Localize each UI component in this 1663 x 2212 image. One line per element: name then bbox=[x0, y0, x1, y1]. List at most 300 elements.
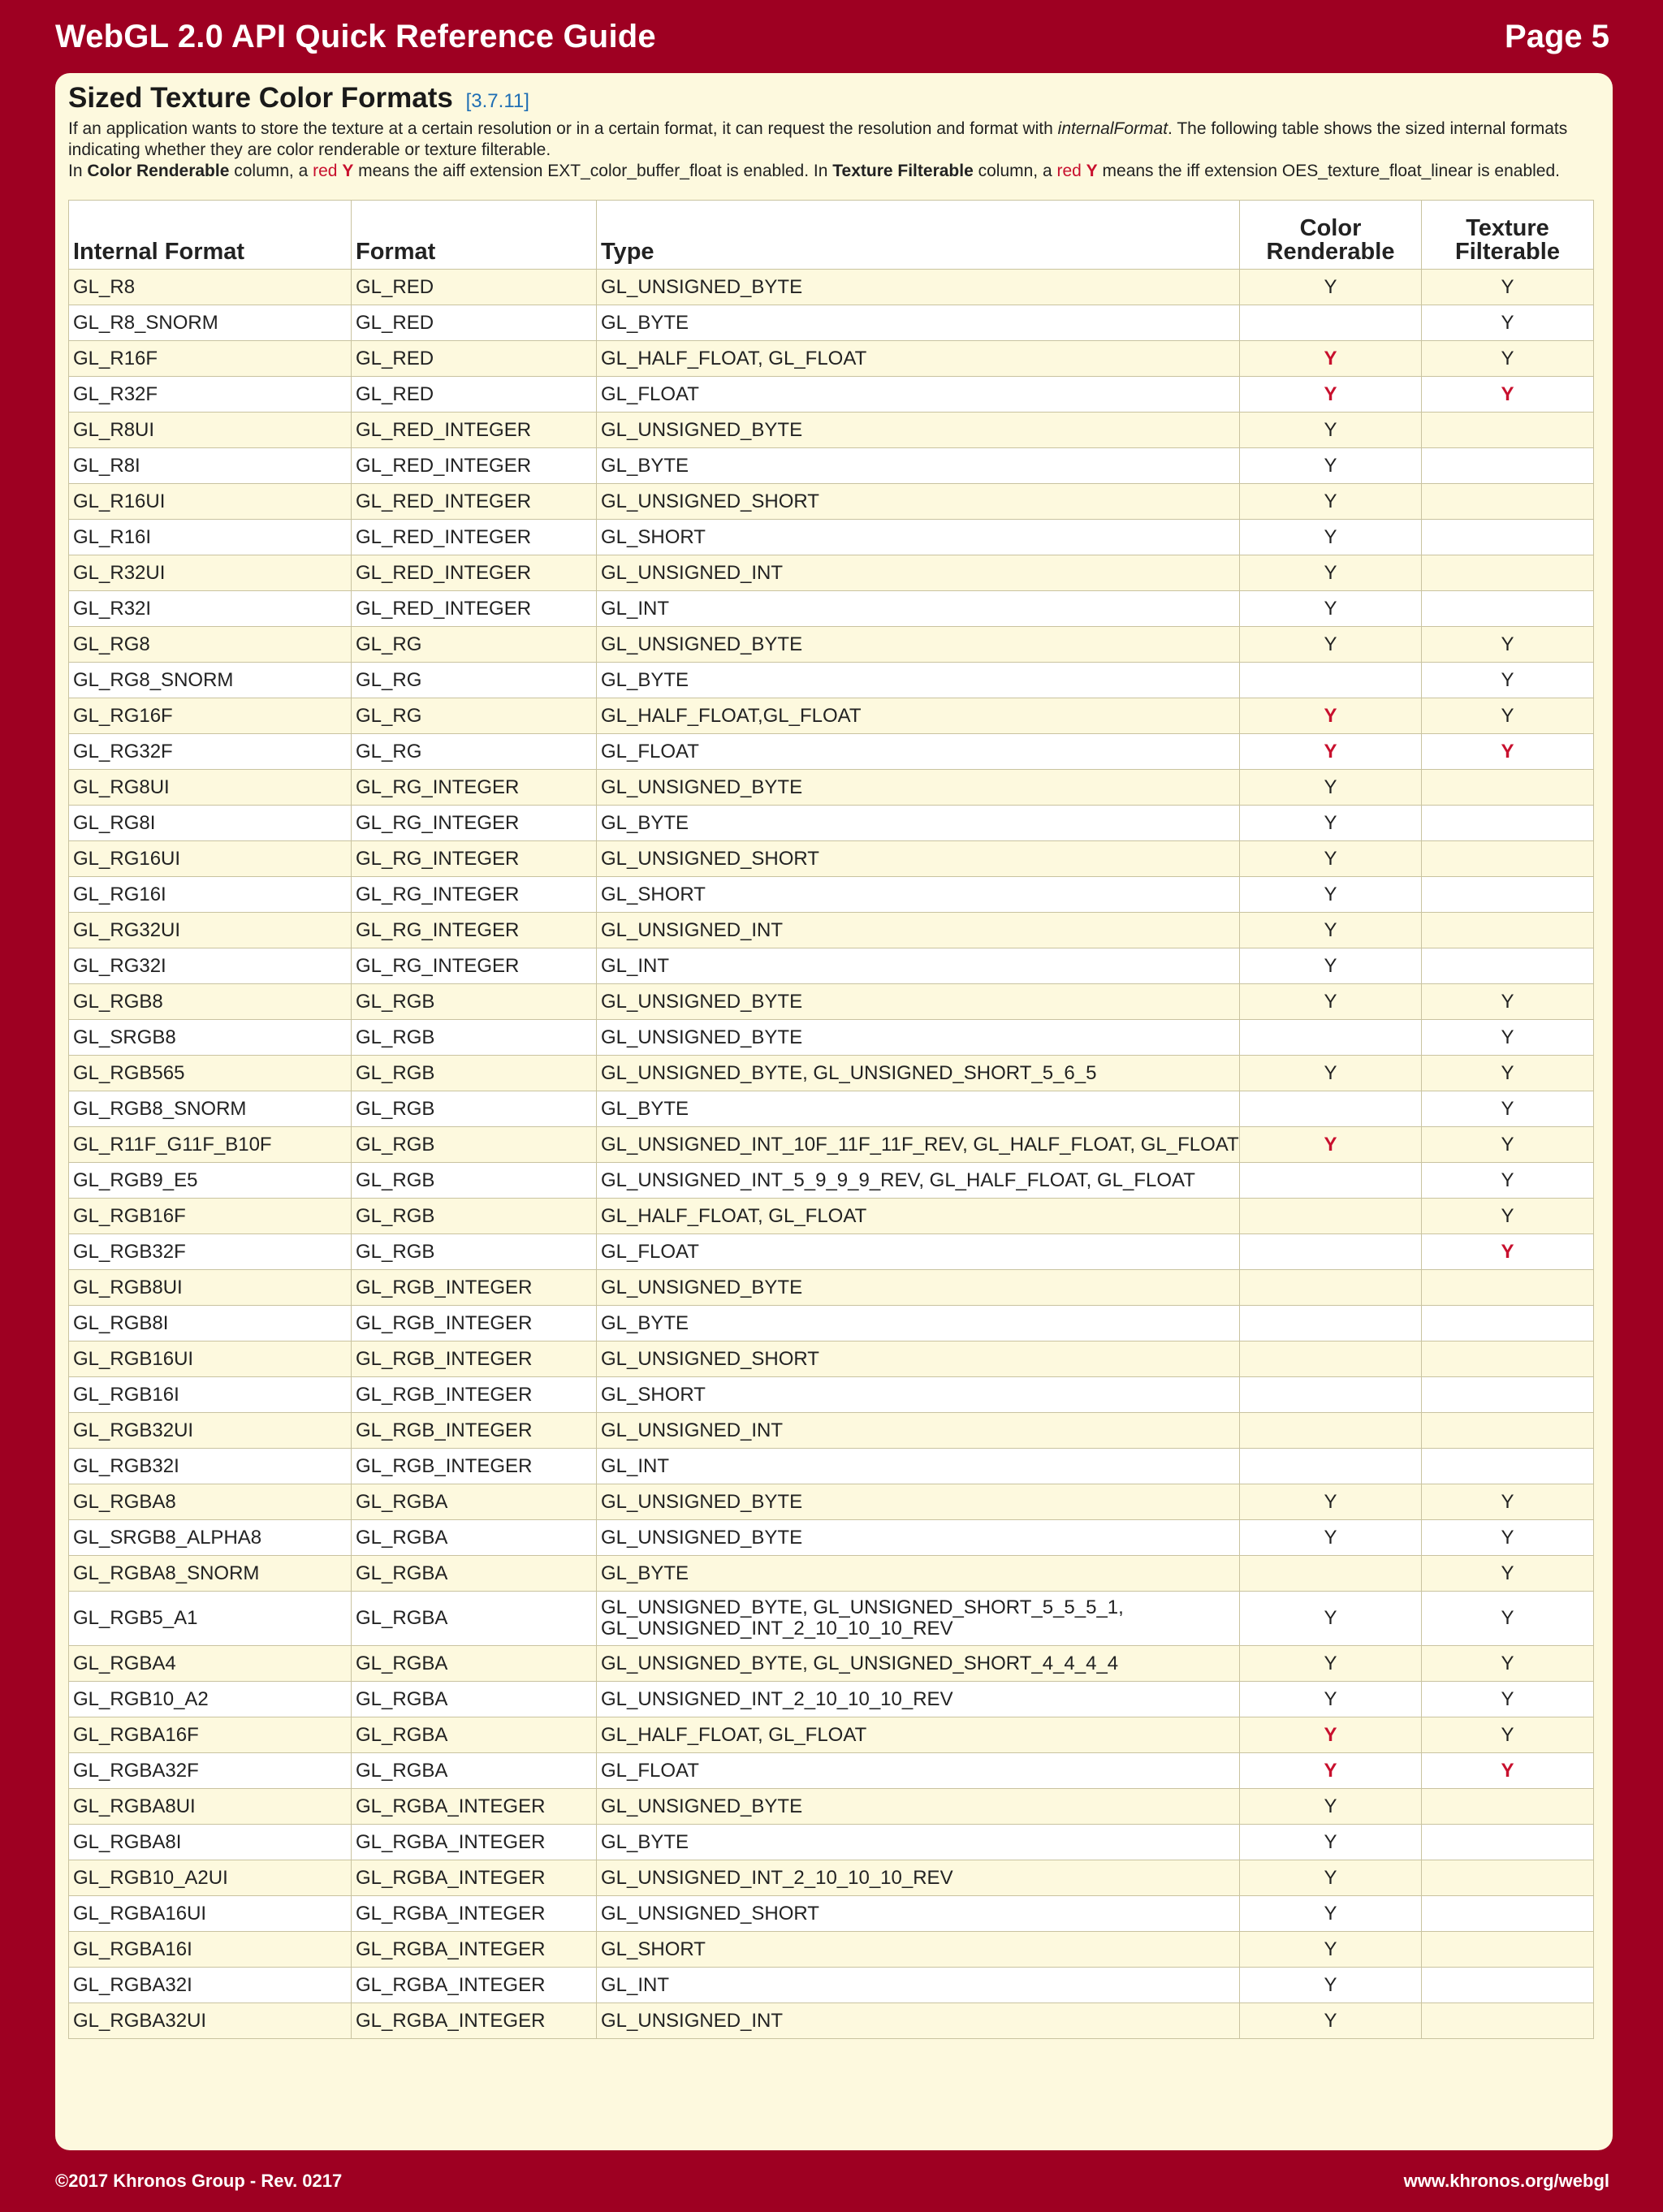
section-reference-link[interactable]: [3.7.11] bbox=[465, 90, 529, 112]
cell-internal-format: GL_RGBA8UI bbox=[69, 1789, 352, 1825]
sized-texture-formats-table bbox=[68, 200, 1594, 2039]
cell-texture-filterable bbox=[1422, 1020, 1594, 1056]
cell-type bbox=[597, 1825, 1240, 1860]
table-row bbox=[69, 1592, 1594, 1646]
cell-color-renderable bbox=[1240, 627, 1422, 663]
cell-texture-filterable bbox=[1422, 841, 1594, 877]
color-renderable-flag: Y bbox=[1324, 633, 1337, 655]
intro2-y2: Y bbox=[1086, 162, 1098, 180]
cell-internal-format: GL_RG32F bbox=[69, 734, 352, 770]
cell-color-renderable bbox=[1240, 1592, 1422, 1646]
cell-format: GL_RGBA bbox=[352, 1717, 597, 1753]
cell-internal-format: GL_RG32I bbox=[69, 948, 352, 984]
cell-format: GL_RGB_INTEGER bbox=[352, 1306, 597, 1341]
color-renderable-flag: Y bbox=[1324, 1973, 1337, 1996]
cell-texture-filterable bbox=[1422, 520, 1594, 555]
cell-type bbox=[597, 1163, 1240, 1199]
section-title-text: Sized Texture Color Formats bbox=[68, 82, 453, 114]
intro1-b: . The following table shows the sized internal formats indicating whether they are color renderable or texture filterable. bbox=[68, 119, 1568, 159]
cell-type bbox=[597, 877, 1240, 913]
table-header-row bbox=[69, 201, 1594, 270]
cell-type bbox=[597, 1860, 1240, 1896]
cell-type bbox=[597, 448, 1240, 484]
color-renderable-flag: Y bbox=[1324, 1652, 1337, 1674]
cell-internal-format: GL_RGB32UI bbox=[69, 1413, 352, 1449]
cell-type-text: GL_HALF_FLOAT,GL_FLOAT bbox=[601, 704, 862, 727]
cell-type bbox=[597, 341, 1240, 377]
cell-type-text: GL_INT bbox=[601, 597, 670, 620]
cell-format: GL_RGB bbox=[352, 984, 597, 1020]
cell-type-text: GL_UNSIGNED_BYTE bbox=[601, 418, 803, 441]
page-number: Page 5 bbox=[1505, 18, 1609, 54]
cell-type bbox=[597, 1127, 1240, 1163]
color-renderable-flag: Y bbox=[1324, 1866, 1337, 1889]
cell-type-text: GL_BYTE bbox=[601, 1097, 689, 1120]
cell-internal-format: GL_R8I bbox=[69, 448, 352, 484]
cell-texture-filterable bbox=[1422, 948, 1594, 984]
cell-type-text: GL_SHORT bbox=[601, 1938, 706, 1960]
texture-filterable-flag: Y bbox=[1501, 1526, 1514, 1549]
texture-filterable-flag: Y bbox=[1501, 1026, 1514, 1048]
cell-internal-format: GL_RGB16F bbox=[69, 1199, 352, 1234]
table-row bbox=[69, 1270, 1594, 1306]
color-renderable-flag: Y bbox=[1324, 883, 1337, 905]
cell-type bbox=[597, 1520, 1240, 1556]
table-row bbox=[69, 1896, 1594, 1932]
texture-filterable-flag: Y bbox=[1501, 1169, 1514, 1191]
cell-internal-format: GL_RGB10_A2UI bbox=[69, 1860, 352, 1896]
cell-type bbox=[597, 1556, 1240, 1592]
cell-type-text: GL_UNSIGNED_INT_2_10_10_10_REV bbox=[601, 1866, 953, 1889]
color-renderable-flag: Y bbox=[1324, 597, 1337, 620]
cell-internal-format: GL_RG32UI bbox=[69, 913, 352, 948]
texture-filterable-flag: Y bbox=[1501, 1061, 1514, 1084]
cell-format: GL_RG bbox=[352, 698, 597, 734]
cell-type bbox=[597, 1270, 1240, 1306]
cell-texture-filterable bbox=[1422, 1270, 1594, 1306]
texture-filterable-flag: Y bbox=[1501, 1240, 1514, 1263]
color-renderable-flag: Y bbox=[1324, 1526, 1337, 1549]
cell-texture-filterable bbox=[1422, 877, 1594, 913]
header-type: Type bbox=[597, 201, 1240, 270]
cell-type bbox=[597, 1377, 1240, 1413]
cell-internal-format: GL_RGBA16F bbox=[69, 1717, 352, 1753]
table-row bbox=[69, 1091, 1594, 1127]
cell-internal-format: GL_RGB10_A2 bbox=[69, 1682, 352, 1717]
cell-color-renderable bbox=[1240, 913, 1422, 948]
cell-type-text: GL_UNSIGNED_INT_5_9_9_9_REV, GL_HALF_FLOAT, GL_FLOAT bbox=[601, 1169, 1195, 1191]
header-tf-line1: Texture bbox=[1466, 215, 1549, 241]
guide-title: WebGL 2.0 API Quick Reference Guide bbox=[55, 18, 656, 54]
cell-format: GL_RGBA bbox=[352, 1682, 597, 1717]
cell-texture-filterable bbox=[1422, 270, 1594, 305]
cell-type-text: GL_FLOAT bbox=[601, 382, 699, 405]
cell-type-text: GL_UNSIGNED_BYTE, GL_UNSIGNED_SHORT_4_4_4_4 bbox=[601, 1652, 1119, 1674]
cell-texture-filterable bbox=[1422, 1234, 1594, 1270]
cell-color-renderable bbox=[1240, 806, 1422, 841]
color-renderable-flag: Y bbox=[1324, 740, 1337, 763]
texture-filterable-flag: Y bbox=[1501, 1133, 1514, 1156]
header-tf-line2: Filterable bbox=[1455, 239, 1560, 265]
color-renderable-flag: Y bbox=[1324, 704, 1337, 727]
cell-internal-format: GL_RGB16UI bbox=[69, 1341, 352, 1377]
cell-texture-filterable bbox=[1422, 1789, 1594, 1825]
cell-internal-format: GL_RGB16I bbox=[69, 1377, 352, 1413]
cell-texture-filterable bbox=[1422, 1646, 1594, 1682]
cell-color-renderable bbox=[1240, 1306, 1422, 1341]
cell-color-renderable bbox=[1240, 1717, 1422, 1753]
table-row bbox=[69, 1932, 1594, 1968]
table-row bbox=[69, 413, 1594, 448]
intro2-e: means the iff extension OES_texture_float_linear is enabled. bbox=[1097, 162, 1560, 180]
color-renderable-flag: Y bbox=[1324, 1759, 1337, 1782]
cell-type bbox=[597, 1413, 1240, 1449]
cell-format: GL_RGBA bbox=[352, 1556, 597, 1592]
intro2-b: column, a bbox=[229, 162, 313, 180]
table-row bbox=[69, 627, 1594, 663]
texture-filterable-flag: Y bbox=[1501, 1607, 1514, 1629]
cell-type bbox=[597, 1484, 1240, 1520]
cell-type-text: GL_BYTE bbox=[601, 454, 689, 477]
intro2-d: column, a bbox=[973, 162, 1057, 180]
cell-internal-format: GL_RGB32I bbox=[69, 1449, 352, 1484]
cell-type-text: GL_INT bbox=[601, 1973, 670, 1996]
cell-format: GL_RG_INTEGER bbox=[352, 948, 597, 984]
cell-type bbox=[597, 413, 1240, 448]
table-row bbox=[69, 841, 1594, 877]
cell-color-renderable bbox=[1240, 1646, 1422, 1682]
table-row bbox=[69, 734, 1594, 770]
cell-texture-filterable bbox=[1422, 1127, 1594, 1163]
table-row bbox=[69, 448, 1594, 484]
cell-color-renderable bbox=[1240, 698, 1422, 734]
color-renderable-flag: Y bbox=[1324, 1133, 1337, 1156]
header-internal-format: Internal Format bbox=[69, 201, 352, 270]
cell-type-text-line2: GL_UNSIGNED_INT_2_10_10_10_REV bbox=[601, 1618, 953, 1640]
cell-texture-filterable bbox=[1422, 377, 1594, 413]
cell-type bbox=[597, 484, 1240, 520]
cell-format: GL_RGBA_INTEGER bbox=[352, 1932, 597, 1968]
table-row bbox=[69, 984, 1594, 1020]
cell-type-text: GL_UNSIGNED_BYTE bbox=[601, 1026, 803, 1048]
cell-color-renderable bbox=[1240, 663, 1422, 698]
cell-color-renderable bbox=[1240, 1932, 1422, 1968]
page-header bbox=[0, 0, 1663, 73]
content-panel bbox=[55, 73, 1613, 2150]
cell-color-renderable bbox=[1240, 1341, 1422, 1377]
color-renderable-flag: Y bbox=[1324, 561, 1337, 584]
cell-color-renderable bbox=[1240, 948, 1422, 984]
cell-type bbox=[597, 1020, 1240, 1056]
table-row bbox=[69, 1646, 1594, 1682]
cell-texture-filterable bbox=[1422, 1556, 1594, 1592]
cell-texture-filterable bbox=[1422, 1825, 1594, 1860]
cell-format: GL_RGB bbox=[352, 1020, 597, 1056]
cell-type-text: GL_UNSIGNED_BYTE, GL_UNSIGNED_SHORT_5_6_5 bbox=[601, 1061, 1097, 1084]
cell-type-text: GL_UNSIGNED_SHORT bbox=[601, 847, 819, 870]
cell-type bbox=[597, 305, 1240, 341]
cell-format: GL_RGBA bbox=[352, 1520, 597, 1556]
intro2-a: In bbox=[68, 162, 88, 180]
color-renderable-flag: Y bbox=[1324, 1938, 1337, 1960]
cell-format: GL_RED_INTEGER bbox=[352, 484, 597, 520]
cell-color-renderable bbox=[1240, 1127, 1422, 1163]
table-row bbox=[69, 1717, 1594, 1753]
cell-format: GL_RED_INTEGER bbox=[352, 520, 597, 555]
cell-internal-format: GL_RGB565 bbox=[69, 1056, 352, 1091]
cell-format: GL_RGB bbox=[352, 1127, 597, 1163]
cell-color-renderable bbox=[1240, 1682, 1422, 1717]
cell-type bbox=[597, 1199, 1240, 1234]
cell-type bbox=[597, 770, 1240, 806]
cell-format: GL_RGBA bbox=[352, 1646, 597, 1682]
section-title bbox=[68, 81, 1600, 119]
table-row bbox=[69, 698, 1594, 734]
cell-internal-format: GL_R8UI bbox=[69, 413, 352, 448]
texture-filterable-flag: Y bbox=[1501, 311, 1514, 334]
cell-color-renderable bbox=[1240, 555, 1422, 591]
table-row bbox=[69, 2003, 1594, 2039]
cell-internal-format: GL_RGBA32I bbox=[69, 1968, 352, 2003]
cell-type-text: GL_INT bbox=[601, 1454, 670, 1477]
table-row bbox=[69, 484, 1594, 520]
cell-internal-format: GL_RG16I bbox=[69, 877, 352, 913]
cell-type-text: GL_HALF_FLOAT, GL_FLOAT bbox=[601, 347, 867, 369]
cell-color-renderable bbox=[1240, 1484, 1422, 1520]
table-row bbox=[69, 663, 1594, 698]
cell-color-renderable bbox=[1240, 1091, 1422, 1127]
cell-color-renderable bbox=[1240, 1056, 1422, 1091]
cell-color-renderable bbox=[1240, 2003, 1422, 2039]
cell-texture-filterable bbox=[1422, 1753, 1594, 1789]
texture-filterable-flag: Y bbox=[1501, 668, 1514, 691]
cell-color-renderable bbox=[1240, 1896, 1422, 1932]
texture-filterable-flag: Y bbox=[1501, 633, 1514, 655]
cell-texture-filterable bbox=[1422, 305, 1594, 341]
texture-filterable-flag: Y bbox=[1501, 740, 1514, 763]
cell-internal-format: GL_RGBA8 bbox=[69, 1484, 352, 1520]
color-renderable-flag: Y bbox=[1324, 418, 1337, 441]
intro1-a: If an application wants to store the texture at a certain resolution or in a certain format, it can request the resolution and format with bbox=[68, 119, 1058, 138]
cell-type-text: GL_SHORT bbox=[601, 1383, 706, 1406]
table-row bbox=[69, 806, 1594, 841]
color-renderable-flag: Y bbox=[1324, 454, 1337, 477]
cell-internal-format: GL_RGB8I bbox=[69, 1306, 352, 1341]
cell-color-renderable bbox=[1240, 984, 1422, 1020]
cell-color-renderable bbox=[1240, 413, 1422, 448]
cell-internal-format: GL_R8 bbox=[69, 270, 352, 305]
cell-type-text: GL_FLOAT bbox=[601, 740, 699, 763]
table-row bbox=[69, 1556, 1594, 1592]
cell-format: GL_RED bbox=[352, 377, 597, 413]
cell-format: GL_RGBA_INTEGER bbox=[352, 1789, 597, 1825]
cell-texture-filterable bbox=[1422, 1056, 1594, 1091]
texture-filterable-flag: Y bbox=[1501, 347, 1514, 369]
color-renderable-flag: Y bbox=[1324, 811, 1337, 834]
table-row bbox=[69, 1825, 1594, 1860]
cell-type-text: GL_FLOAT bbox=[601, 1759, 699, 1782]
cell-color-renderable bbox=[1240, 1270, 1422, 1306]
cell-type-text: GL_UNSIGNED_INT_10F_11F_11F_REV, GL_HALF_FLOAT, GL_FLOAT bbox=[601, 1133, 1239, 1156]
cell-texture-filterable bbox=[1422, 1199, 1594, 1234]
cell-type bbox=[597, 663, 1240, 698]
color-renderable-flag: Y bbox=[1324, 1902, 1337, 1925]
texture-filterable-flag: Y bbox=[1501, 1652, 1514, 1674]
cell-type bbox=[597, 913, 1240, 948]
header-cr-line2: Renderable bbox=[1266, 239, 1395, 265]
cell-format: GL_RGB_INTEGER bbox=[352, 1341, 597, 1377]
cell-format: GL_RGB bbox=[352, 1234, 597, 1270]
cell-internal-format: GL_R16UI bbox=[69, 484, 352, 520]
cell-texture-filterable bbox=[1422, 591, 1594, 627]
color-renderable-flag: Y bbox=[1324, 275, 1337, 298]
cell-format: GL_RGBA_INTEGER bbox=[352, 1860, 597, 1896]
header-texture-filterable bbox=[1422, 201, 1594, 270]
cell-internal-format: GL_RGBA16I bbox=[69, 1932, 352, 1968]
cell-internal-format: GL_RG16UI bbox=[69, 841, 352, 877]
color-renderable-flag: Y bbox=[1324, 1607, 1337, 1629]
cell-color-renderable bbox=[1240, 1199, 1422, 1234]
cell-type bbox=[597, 1896, 1240, 1932]
cell-texture-filterable bbox=[1422, 1896, 1594, 1932]
cell-type bbox=[597, 1932, 1240, 1968]
cell-type bbox=[597, 2003, 1240, 2039]
cell-type bbox=[597, 1341, 1240, 1377]
table-row bbox=[69, 591, 1594, 627]
table-row bbox=[69, 1199, 1594, 1234]
table-row bbox=[69, 1968, 1594, 2003]
cell-format: GL_RGB_INTEGER bbox=[352, 1449, 597, 1484]
color-renderable-flag: Y bbox=[1324, 525, 1337, 548]
texture-filterable-flag: Y bbox=[1501, 275, 1514, 298]
cell-texture-filterable bbox=[1422, 1163, 1594, 1199]
cell-type-text: GL_UNSIGNED_INT bbox=[601, 2009, 784, 2032]
table-row bbox=[69, 377, 1594, 413]
cell-texture-filterable bbox=[1422, 341, 1594, 377]
intro-paragraph-2 bbox=[68, 161, 1600, 182]
cell-format: GL_RGB bbox=[352, 1163, 597, 1199]
cell-type-text: GL_UNSIGNED_SHORT bbox=[601, 1902, 819, 1925]
cell-color-renderable bbox=[1240, 877, 1422, 913]
intro2-red1: red bbox=[313, 162, 343, 180]
cell-type-text: GL_HALF_FLOAT, GL_FLOAT bbox=[601, 1723, 867, 1746]
cell-type bbox=[597, 520, 1240, 555]
cell-format: GL_RG_INTEGER bbox=[352, 770, 597, 806]
cell-type bbox=[597, 734, 1240, 770]
cell-format: GL_RGBA_INTEGER bbox=[352, 1896, 597, 1932]
cell-format: GL_RGBA_INTEGER bbox=[352, 1968, 597, 2003]
cell-color-renderable bbox=[1240, 1556, 1422, 1592]
cell-color-renderable bbox=[1240, 1825, 1422, 1860]
table-row bbox=[69, 1484, 1594, 1520]
table-row bbox=[69, 1789, 1594, 1825]
color-renderable-flag: Y bbox=[1324, 1061, 1337, 1084]
cell-color-renderable bbox=[1240, 734, 1422, 770]
cell-format: GL_RG bbox=[352, 734, 597, 770]
cell-texture-filterable bbox=[1422, 484, 1594, 520]
cell-texture-filterable bbox=[1422, 413, 1594, 448]
cell-type bbox=[597, 1091, 1240, 1127]
header-cr-line1: Color bbox=[1299, 215, 1362, 241]
cell-texture-filterable bbox=[1422, 1592, 1594, 1646]
cell-internal-format: GL_RG8_SNORM bbox=[69, 663, 352, 698]
cell-color-renderable bbox=[1240, 377, 1422, 413]
texture-filterable-flag: Y bbox=[1501, 1562, 1514, 1584]
table-row bbox=[69, 1753, 1594, 1789]
table-row bbox=[69, 270, 1594, 305]
cell-color-renderable bbox=[1240, 1234, 1422, 1270]
cell-type bbox=[597, 1592, 1240, 1646]
cell-type bbox=[597, 1306, 1240, 1341]
table-row bbox=[69, 877, 1594, 913]
texture-filterable-flag: Y bbox=[1501, 1759, 1514, 1782]
cell-type-text: GL_BYTE bbox=[601, 1311, 689, 1334]
cell-texture-filterable bbox=[1422, 1717, 1594, 1753]
color-renderable-flag: Y bbox=[1324, 990, 1337, 1013]
cell-format: GL_RED bbox=[352, 270, 597, 305]
cell-type-text: GL_UNSIGNED_BYTE bbox=[601, 1276, 803, 1298]
cell-format: GL_RED_INTEGER bbox=[352, 555, 597, 591]
cell-type bbox=[597, 270, 1240, 305]
cell-format: GL_RGB_INTEGER bbox=[352, 1413, 597, 1449]
cell-color-renderable bbox=[1240, 1520, 1422, 1556]
cell-type bbox=[597, 1234, 1240, 1270]
cell-color-renderable bbox=[1240, 1020, 1422, 1056]
cell-type-text: GL_BYTE bbox=[601, 1562, 689, 1584]
cell-internal-format: GL_R16I bbox=[69, 520, 352, 555]
table-row bbox=[69, 1056, 1594, 1091]
cell-type-text: GL_FLOAT bbox=[601, 1240, 699, 1263]
cell-internal-format: GL_RG8I bbox=[69, 806, 352, 841]
color-renderable-flag: Y bbox=[1324, 1795, 1337, 1817]
cell-type bbox=[597, 698, 1240, 734]
cell-type bbox=[597, 1717, 1240, 1753]
cell-internal-format: GL_R32F bbox=[69, 377, 352, 413]
cell-color-renderable bbox=[1240, 591, 1422, 627]
cell-type-text: GL_INT bbox=[601, 954, 670, 977]
cell-texture-filterable bbox=[1422, 1377, 1594, 1413]
cell-type bbox=[597, 1646, 1240, 1682]
cell-color-renderable bbox=[1240, 520, 1422, 555]
cell-internal-format: GL_RG8 bbox=[69, 627, 352, 663]
cell-type bbox=[597, 555, 1240, 591]
cell-texture-filterable bbox=[1422, 770, 1594, 806]
cell-format: GL_RED bbox=[352, 341, 597, 377]
cell-type bbox=[597, 948, 1240, 984]
cell-type-text: GL_UNSIGNED_INT_2_10_10_10_REV bbox=[601, 1687, 953, 1710]
intro2-y1: Y bbox=[342, 162, 354, 180]
color-renderable-flag: Y bbox=[1324, 490, 1337, 512]
cell-type bbox=[597, 984, 1240, 1020]
cell-format: GL_RG_INTEGER bbox=[352, 841, 597, 877]
cell-type bbox=[597, 591, 1240, 627]
cell-internal-format: GL_R8_SNORM bbox=[69, 305, 352, 341]
footer-url[interactable]: www.khronos.org/webgl bbox=[1403, 2171, 1609, 2191]
cell-internal-format: GL_R16F bbox=[69, 341, 352, 377]
cell-type-text: GL_BYTE bbox=[601, 1830, 689, 1853]
cell-color-renderable bbox=[1240, 1377, 1422, 1413]
cell-format: GL_RGB bbox=[352, 1199, 597, 1234]
cell-color-renderable bbox=[1240, 270, 1422, 305]
cell-color-renderable bbox=[1240, 1789, 1422, 1825]
cell-type bbox=[597, 1449, 1240, 1484]
cell-format: GL_RG_INTEGER bbox=[352, 806, 597, 841]
cell-type-text: GL_UNSIGNED_INT bbox=[601, 1419, 784, 1441]
cell-texture-filterable bbox=[1422, 1968, 1594, 2003]
cell-type-text: GL_UNSIGNED_BYTE bbox=[601, 275, 803, 298]
cell-format: GL_RG bbox=[352, 627, 597, 663]
cell-type-text: GL_UNSIGNED_BYTE bbox=[601, 1795, 803, 1817]
